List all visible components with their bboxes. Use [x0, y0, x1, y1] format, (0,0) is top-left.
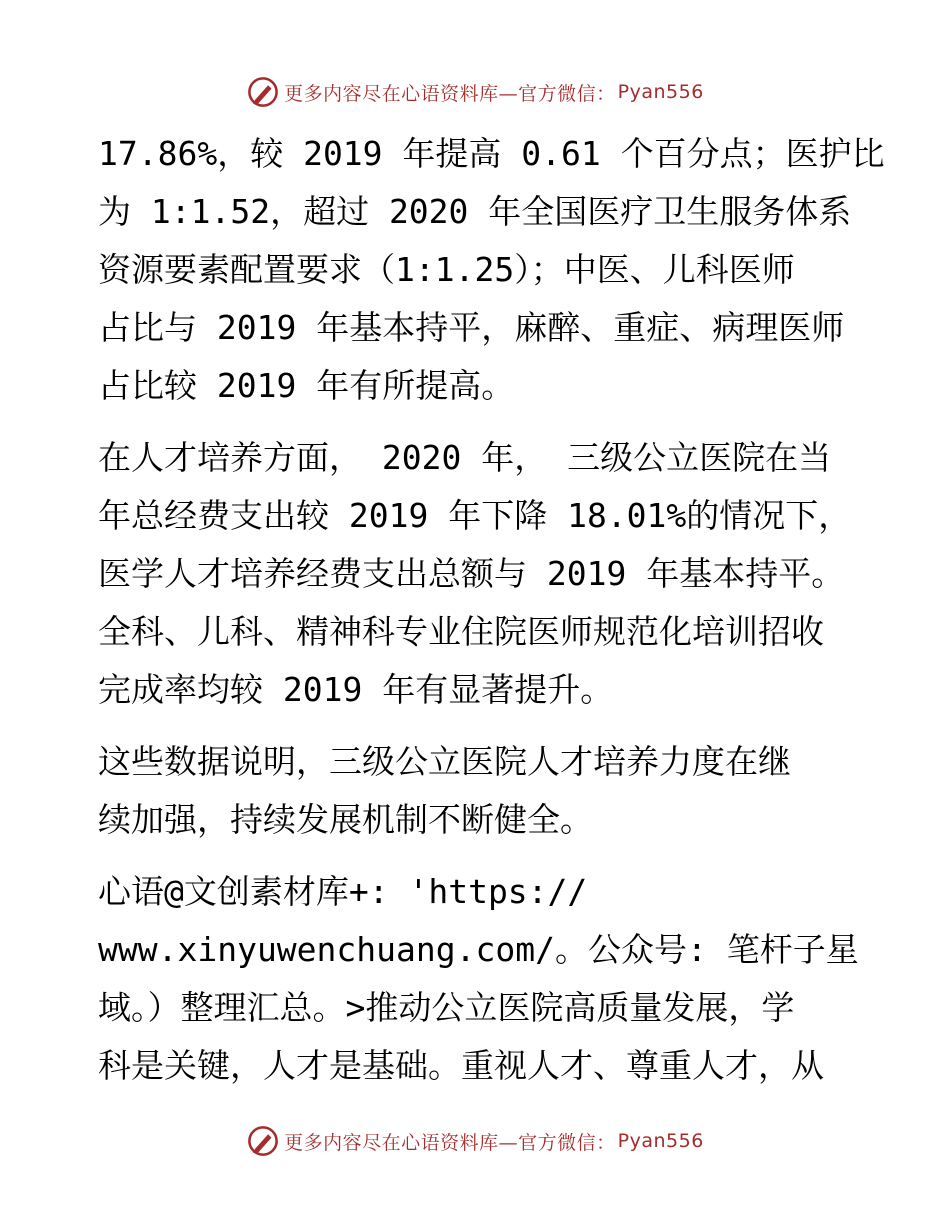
text-line: 完成率均较 2019 年有显著提升。: [98, 670, 614, 709]
paragraph-4: [98, 863, 858, 1095]
text-line: 占比与 2019 年基本持平，麻醉、重症、病理医师: [98, 308, 845, 347]
text-line: 心语@文创素材库+: 'https://: [98, 872, 588, 911]
paragraph-1: [98, 125, 885, 415]
text-line: 科是关键，人才是基础。重视人才、尊重人才，从: [98, 1046, 824, 1085]
document-body: [98, 125, 885, 1095]
text-line: www.xinyuwenchuang.com/。公众号: 笔杆子星: [98, 930, 859, 969]
banner-text: 更多内容尽在心语资料库—官方微信：: [284, 1131, 616, 1154]
pen-logo-icon: [246, 75, 280, 109]
text-line: 全科、儿科、精神科专业住院医师规范化培训招收: [98, 612, 824, 651]
text-line: 占比较 2019 年有所提高。: [98, 366, 515, 405]
text-line: 在人才培养方面， 2020 年， 三级公立医院在当: [98, 438, 832, 477]
pen-logo-icon: [246, 1124, 280, 1158]
header-banner: [0, 72, 950, 112]
text-line: 年总经费支出较 2019 年下降 18.01%的情况下，: [98, 496, 852, 535]
text-line: 域。）整理汇总。>推动公立医院高质量发展，学: [98, 988, 795, 1027]
banner-text: 更多内容尽在心语资料库—官方微信：: [284, 82, 616, 105]
text-line: 这些数据说明，三级公立医院人才培养力度在继: [98, 742, 791, 781]
paragraph-2: [98, 429, 858, 719]
text-line: 17.86%，较 2019 年提高 0.61 个百分点；医护比: [98, 134, 885, 173]
text-line: 为 1:1.52，超过 2020 年全国医疗卫生服务体系: [98, 192, 852, 231]
paragraph-3: [98, 733, 858, 849]
text-line: 续加强，持续发展机制不断健全。: [98, 800, 593, 839]
text-line: 医学人才培养经费支出总额与 2019 年基本持平。: [98, 554, 845, 593]
text-line: 资源要素配置要求（1:1.25）；中医、儿科医师: [98, 250, 795, 289]
banner-wechat-id: Pyan556: [617, 81, 704, 103]
footer-banner: [0, 1121, 950, 1161]
banner-wechat-id: Pyan556: [617, 1130, 704, 1152]
